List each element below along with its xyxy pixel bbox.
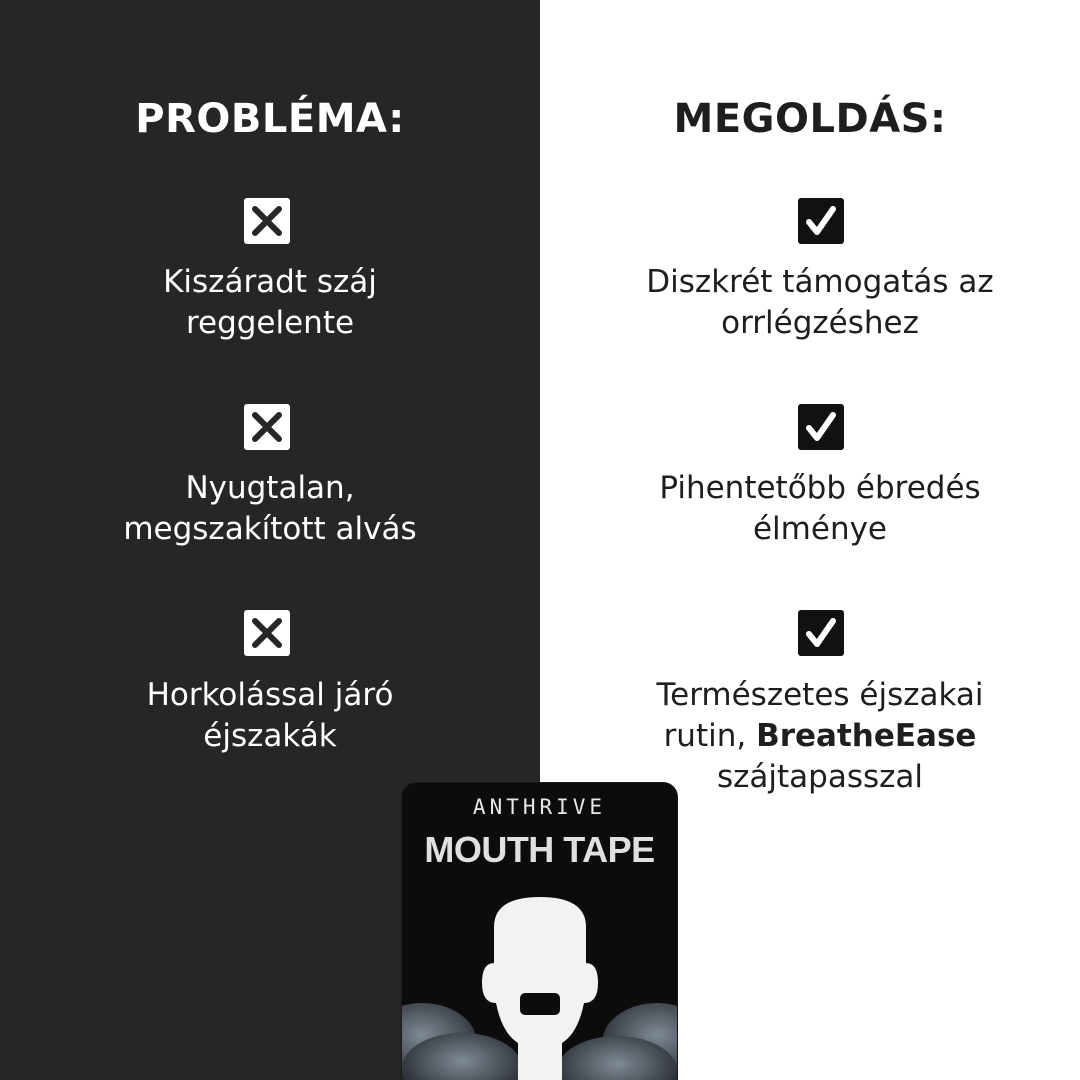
x-box-icon: [244, 404, 290, 450]
check-box-icon: [798, 610, 844, 656]
solution-item-1: Diszkrét támogatás az orrlégzéshez: [646, 264, 994, 341]
solution-item-2: Pihentetőbb ébredés élménye: [659, 470, 981, 547]
problem-item-1: Kiszáradt száj reggelente: [163, 264, 377, 341]
check-box-icon: [798, 404, 844, 450]
problem-heading: PROBLÉMA:: [135, 96, 405, 142]
x-box-icon: [244, 610, 290, 656]
x-box-icon: [244, 198, 290, 244]
person-with-mouth-tape-icon: [402, 893, 677, 1080]
problem-item-3: Horkolással járó éjszakák: [146, 677, 394, 754]
solution-heading: MEGOLDÁS:: [673, 96, 947, 142]
package-brand-logo: ANTHRIVE: [472, 795, 607, 819]
brand-name: BreatheEase: [756, 718, 977, 754]
solution-item-3: Természetes éjszakai rutin, BreatheEase szájtapasszal: [656, 677, 984, 795]
product-package: [402, 783, 677, 1080]
package-title: MOUTH TAPE: [424, 829, 655, 870]
problem-item-2: Nyugtalan, megszakított alvás: [123, 470, 417, 547]
check-box-icon: [798, 198, 844, 244]
